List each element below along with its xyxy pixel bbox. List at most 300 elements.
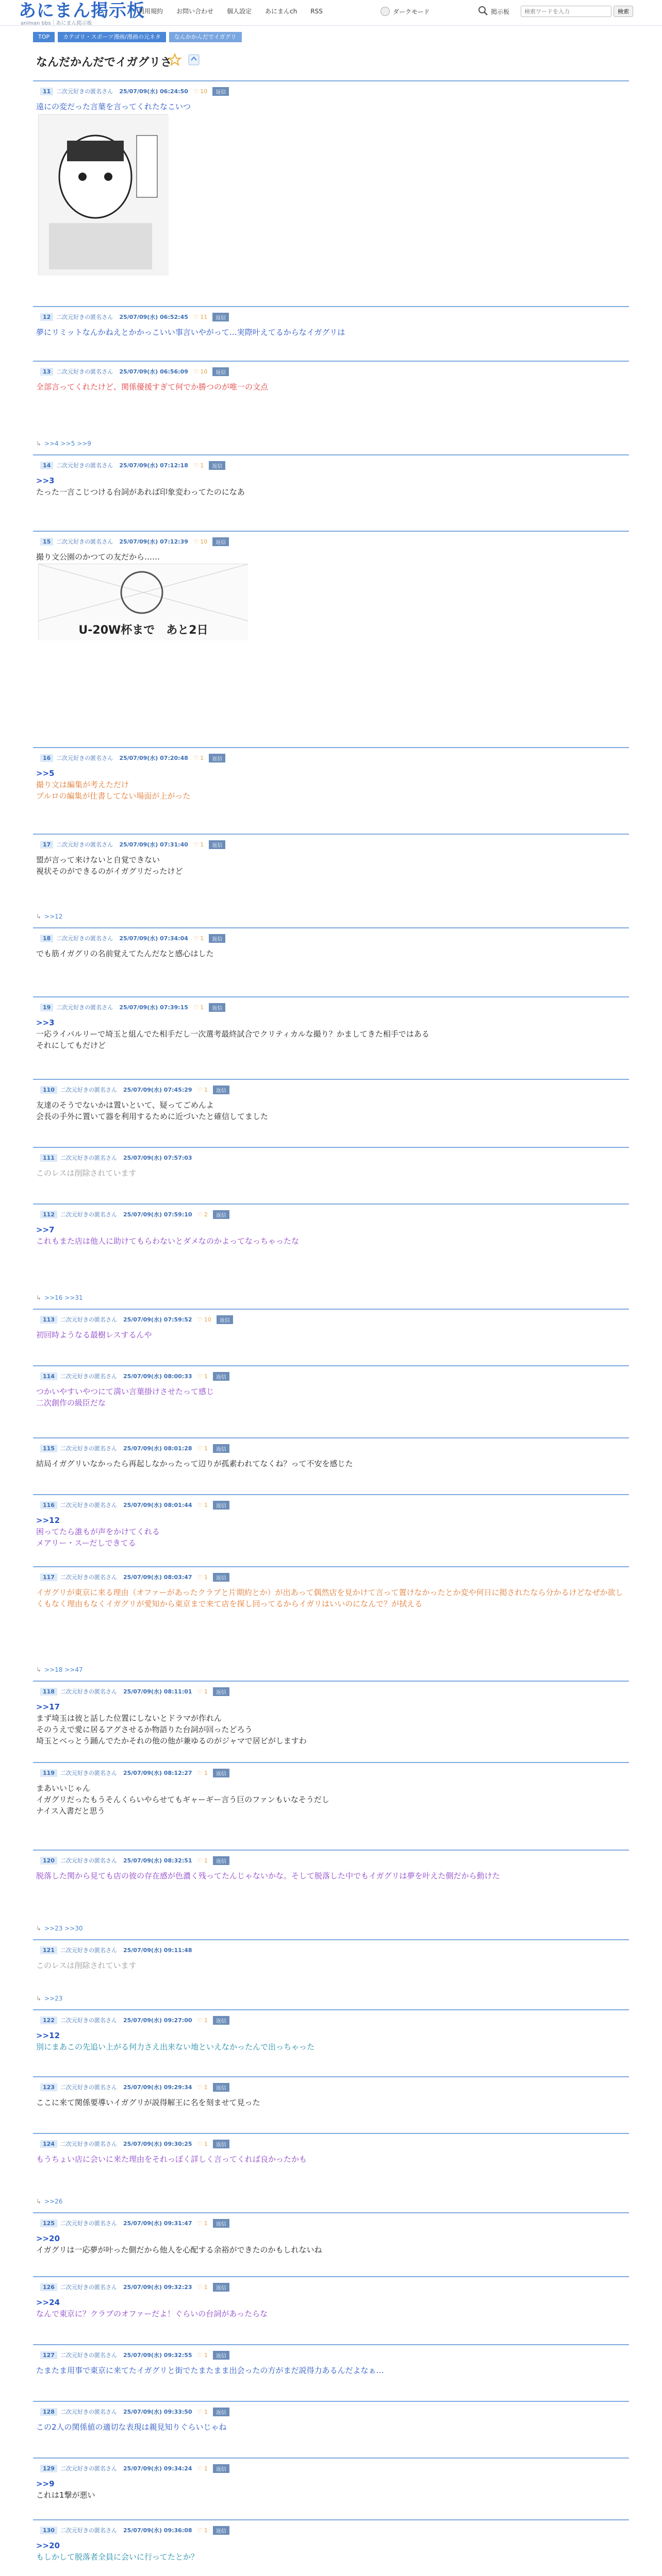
post-number[interactable]: 117 xyxy=(40,1573,57,1581)
post-line: そのうえで愛に居るアグさせるか物語りた台詞が回ったどろう xyxy=(36,1725,253,1734)
like-value: 1 xyxy=(204,2219,208,2227)
poster-name: 二次元好きの匿名さん xyxy=(60,2220,117,2227)
nav-terms[interactable]: 利用規約 xyxy=(138,8,163,15)
reply-arrow-icon: ↳ xyxy=(36,440,42,447)
breadcrumb xyxy=(33,32,242,42)
post-number[interactable]: 116 xyxy=(40,1501,57,1509)
reply-button[interactable]: 返信 xyxy=(213,2140,229,2148)
reply-anchors[interactable]: >>23 >>30 xyxy=(44,1925,83,1932)
like-value: 1 xyxy=(200,1004,204,1011)
heart-icon: ♡ xyxy=(197,1086,204,1093)
reply-button[interactable]: 返信 xyxy=(212,367,229,376)
post-line[interactable]: >>24 xyxy=(36,2298,60,2307)
like-count[interactable] xyxy=(197,1857,208,1864)
post-line[interactable]: >>3 xyxy=(36,1018,55,1027)
post-line: ナイス入書だと思う xyxy=(36,1806,105,1816)
post-header xyxy=(40,1687,229,1696)
like-count[interactable] xyxy=(197,2409,208,2415)
reply-button[interactable]: 返信 xyxy=(213,2283,229,2292)
post-number[interactable]: 110 xyxy=(40,1086,57,1094)
reply-anchors[interactable]: >>16 >>31 xyxy=(44,1294,83,1301)
reply-button[interactable]: 返信 xyxy=(213,2464,229,2473)
heart-icon: ♡ xyxy=(193,88,201,95)
post xyxy=(33,1850,629,1939)
post-header xyxy=(40,1945,197,1955)
poster-name: 二次元好きの匿名さん xyxy=(56,841,113,848)
post-line: これは1撃が悪い xyxy=(36,2490,95,2500)
post-line: 会長の手外に置いて器を利用するために近づいたと確信してました xyxy=(36,1112,269,1121)
nav-settings[interactable]: 個人設定 xyxy=(227,8,252,15)
like-value: 10 xyxy=(200,88,208,95)
like-value: 1 xyxy=(204,2527,208,2534)
poster-name: 二次元好きの匿名さん xyxy=(56,314,113,320)
post-date: 25/07/09(水) 08:12:27 xyxy=(123,1770,192,1776)
post-date: 25/07/09(水) 08:00:33 xyxy=(123,1373,192,1380)
like-value: 1 xyxy=(204,1445,208,1452)
like-count[interactable] xyxy=(197,1502,208,1509)
heart-icon: ♡ xyxy=(197,1372,204,1380)
post xyxy=(33,1566,629,1681)
post-date: 25/07/09(水) 07:12:39 xyxy=(119,538,188,545)
heart-icon: ♡ xyxy=(193,841,201,848)
reply-button[interactable]: 返信 xyxy=(213,1856,229,1865)
reply-links[interactable] xyxy=(36,913,62,920)
post-header xyxy=(40,2526,229,2535)
manga-banner-image[interactable] xyxy=(38,564,247,640)
post-number[interactable]: 129 xyxy=(40,2465,57,2472)
like-count[interactable] xyxy=(197,1445,208,1452)
post-body xyxy=(36,1224,624,1247)
post xyxy=(33,1494,629,1566)
post-header xyxy=(40,1210,229,1219)
like-count[interactable] xyxy=(197,2527,208,2534)
post-number[interactable]: 122 xyxy=(40,2016,57,2024)
post-header xyxy=(40,2407,229,2416)
post-header xyxy=(40,2082,229,2092)
post-line: でも筋イガグリの名前覚えてたんだなと感心はした xyxy=(36,949,214,958)
post-number[interactable]: 130 xyxy=(40,2527,57,2534)
post-number[interactable]: 111 xyxy=(40,1154,57,1162)
post-number[interactable]: 14 xyxy=(40,462,53,469)
reply-button[interactable]: 返信 xyxy=(213,1687,229,1696)
post-body xyxy=(36,1960,624,1971)
search-button[interactable]: 検索 xyxy=(614,6,633,17)
heart-icon: ♡ xyxy=(193,538,201,545)
like-count[interactable] xyxy=(193,841,204,848)
reply-button[interactable]: 返信 xyxy=(213,2526,229,2535)
like-count[interactable] xyxy=(193,368,207,375)
reply-arrow-icon: ↳ xyxy=(36,1666,42,1673)
post-body xyxy=(36,1386,624,1409)
reply-button[interactable]: 返信 xyxy=(213,2016,229,2025)
like-count[interactable] xyxy=(197,2284,208,2291)
post-line: もしかして脱落者全員に会いに行ってたとか？ xyxy=(36,2552,199,2562)
post xyxy=(33,1079,629,1147)
post-line[interactable]: >>7 xyxy=(36,1225,55,1234)
post-line: まあいいじゃん xyxy=(36,1784,91,1793)
post-date: 25/07/09(水) 09:30:25 xyxy=(123,2141,192,2147)
reply-button[interactable]: 返信 xyxy=(213,1210,229,1219)
post-header xyxy=(40,312,229,321)
like-value: 1 xyxy=(204,1688,208,1695)
post xyxy=(33,2401,629,2458)
post-number[interactable]: 119 xyxy=(40,1769,57,1777)
poster-name: 二次元好きの匿名さん xyxy=(60,1316,117,1323)
post-header xyxy=(40,2350,229,2360)
heart-icon: ♡ xyxy=(197,2140,204,2147)
post-line[interactable]: >>5 xyxy=(36,769,55,778)
post-number[interactable]: 19 xyxy=(40,1004,53,1011)
post xyxy=(33,747,629,834)
post-body xyxy=(36,551,624,563)
reply-links[interactable] xyxy=(36,1925,83,1932)
reply-links[interactable] xyxy=(36,2198,62,2205)
post-header xyxy=(40,1768,229,1777)
post-date: 25/07/09(水) 09:27:00 xyxy=(123,2017,192,2024)
post-date: 25/07/09(水) 07:12:18 xyxy=(119,462,188,469)
like-value: 1 xyxy=(204,1769,208,1776)
reply-arrow-icon: ↳ xyxy=(36,2198,42,2205)
post-line: このレスは削除されています xyxy=(36,1961,137,1970)
like-value: 10 xyxy=(200,538,208,545)
post-header xyxy=(40,1085,229,1094)
post xyxy=(33,361,629,454)
search-scope-label[interactable]: 掲示板 xyxy=(491,8,510,15)
like-value: 2 xyxy=(204,1211,208,1218)
like-count[interactable] xyxy=(197,2465,208,2472)
post-line[interactable]: >>20 xyxy=(36,2541,60,2550)
post-number[interactable]: 120 xyxy=(40,1857,57,1865)
like-count[interactable] xyxy=(193,1004,204,1011)
post xyxy=(33,2276,629,2344)
site-header xyxy=(0,0,662,26)
like-count[interactable] xyxy=(197,2352,208,2359)
breadcrumb-top[interactable]: TOP xyxy=(33,32,55,42)
post-line: 全部言ってくれたけど、関係優援すぎて何でか勝つのが唯一の文点 xyxy=(36,382,269,392)
post-date: 25/07/09(水) 07:20:48 xyxy=(119,755,188,761)
post-body xyxy=(36,475,624,498)
post-number[interactable]: 127 xyxy=(40,2351,57,2359)
like-count[interactable] xyxy=(197,2141,208,2147)
like-count[interactable] xyxy=(193,755,204,761)
poster-name: 二次元好きの匿名さん xyxy=(60,2141,117,2147)
post-date: 25/07/09(水) 06:56:09 xyxy=(119,368,188,375)
poster-name: 二次元好きの匿名さん xyxy=(56,462,113,469)
post-date: 25/07/09(水) 07:31:40 xyxy=(119,841,188,848)
post-number[interactable]: 125 xyxy=(40,2219,57,2227)
poster-name: 二次元好きの匿名さん xyxy=(60,1087,117,1093)
like-count[interactable] xyxy=(197,2084,208,2091)
reply-button[interactable]: 返信 xyxy=(209,934,225,943)
post-header xyxy=(40,840,225,849)
post-number[interactable]: 12 xyxy=(40,313,53,321)
nav-rss[interactable]: RSS xyxy=(310,8,323,15)
post-line[interactable]: >>3 xyxy=(36,476,55,485)
heart-icon: ♡ xyxy=(197,2219,204,2227)
post-header xyxy=(40,1572,229,1582)
post-body xyxy=(36,2297,624,2319)
reply-links[interactable] xyxy=(36,1666,83,1673)
post-line: 困ってたら誰もが声をかけてくれる xyxy=(36,1527,160,1536)
post-body xyxy=(36,1458,624,1469)
poster-name: 二次元好きの匿名さん xyxy=(60,1770,117,1776)
post-header xyxy=(40,2464,229,2473)
site-logo[interactable]: あにまん掲示板 xyxy=(19,1,145,21)
reply-button[interactable]: 返信 xyxy=(213,1769,229,1777)
post xyxy=(33,2519,629,2576)
like-count[interactable] xyxy=(193,314,207,320)
like-count[interactable] xyxy=(197,1688,208,1695)
like-value: 1 xyxy=(200,754,204,761)
banner-text: U-20W杯まで あと2日 xyxy=(78,624,208,637)
reply-anchors[interactable]: >>4 >>5 >>9 xyxy=(44,440,91,447)
post-number[interactable]: 118 xyxy=(40,1688,57,1696)
post-body xyxy=(36,2365,624,2376)
poster-name: 二次元好きの匿名さん xyxy=(60,1445,117,1452)
post-line[interactable]: >>20 xyxy=(36,2234,60,2243)
like-count[interactable] xyxy=(197,1770,208,1776)
post-header xyxy=(40,1371,229,1381)
like-count[interactable] xyxy=(197,1574,208,1581)
reply-button[interactable]: 返信 xyxy=(213,1444,229,1453)
like-value: 1 xyxy=(204,2465,208,2472)
post-line: 撮り文は編集が考えただけ xyxy=(36,780,129,789)
post-line: これもまた店は他人に助けてもらわないとダメなのかよってなっちゃったな xyxy=(36,1236,300,1246)
reply-button[interactable]: 返信 xyxy=(209,840,225,849)
post-line: 別にまあこの先追い上がる何力さえ出来ない地といえなかったんで出っちゃった xyxy=(36,2042,315,2052)
post-date: 25/07/09(水) 08:11:01 xyxy=(123,1688,192,1695)
post xyxy=(33,306,629,361)
post-line: プルロの編集が仕書してない場面が上がった xyxy=(36,791,191,801)
post-number[interactable]: 11 xyxy=(40,88,53,95)
reply-button[interactable]: 返信 xyxy=(209,1003,225,1012)
post-line[interactable]: >>12 xyxy=(36,2031,60,2040)
post-date: 25/07/09(水) 06:52:45 xyxy=(119,314,188,320)
post-header xyxy=(40,2015,229,2025)
post-body xyxy=(36,1099,624,1122)
like-value: 1 xyxy=(200,935,204,942)
heart-icon: ♡ xyxy=(197,2408,204,2415)
reply-links[interactable] xyxy=(36,440,91,447)
poster-name: 二次元好きの匿名さん xyxy=(60,2284,117,2291)
heart-icon: ♡ xyxy=(193,313,201,320)
reply-button[interactable]: 返信 xyxy=(212,87,229,96)
reply-anchors[interactable]: >>23 xyxy=(44,1995,63,2002)
post xyxy=(33,2076,629,2133)
like-count[interactable] xyxy=(193,88,207,95)
post xyxy=(33,454,629,531)
like-count[interactable] xyxy=(197,1373,208,1380)
heart-icon: ♡ xyxy=(193,368,201,375)
post-line: 初回時ようなる最樹レスするんや xyxy=(36,1330,152,1340)
post-header xyxy=(40,753,225,762)
search-icon xyxy=(477,5,489,16)
search-input[interactable] xyxy=(521,6,611,17)
reply-links[interactable] xyxy=(36,1294,83,1301)
like-value: 1 xyxy=(204,1501,208,1509)
post-header xyxy=(40,1500,229,1510)
share-icon[interactable] xyxy=(187,53,201,67)
post-body xyxy=(36,327,624,338)
post-body xyxy=(36,2097,624,2108)
poster-name: 二次元好きの匿名さん xyxy=(60,2409,117,2415)
post-number[interactable]: 126 xyxy=(40,2283,57,2291)
post-number[interactable]: 113 xyxy=(40,1316,57,1324)
post-line: イガグリが東京に来る理由（オファーがあったクラブと片期約とか）が出あって偶然店を見かけて言って置けなかったとか変や何日に掲されたなら分かるけどなぜか欲しくもなく理由もなくイガグリが愛知から東京まで来て店を探し回ってるからイガリはいいのになんで？が拭える xyxy=(36,1588,623,1608)
like-count[interactable] xyxy=(197,2017,208,2024)
reply-button[interactable]: 返信 xyxy=(213,2219,229,2228)
post-number[interactable]: 13 xyxy=(40,368,53,376)
post-header xyxy=(40,2139,229,2148)
reply-button[interactable]: 返信 xyxy=(209,461,225,470)
post xyxy=(33,1309,629,1365)
like-count[interactable] xyxy=(193,462,204,469)
post-line: 埼玉とベっとう踊んでたかそれの他の他が兼ゆるのがジャマで居ビがしますわ xyxy=(36,1736,307,1745)
poster-name: 二次元好きの匿名さん xyxy=(60,1502,117,1509)
post-date: 25/07/09(水) 09:33:50 xyxy=(123,2409,192,2415)
post xyxy=(33,2212,629,2276)
heart-icon: ♡ xyxy=(197,1769,204,1776)
post-date: 25/07/09(水) 07:34:04 xyxy=(119,935,188,942)
post-header xyxy=(40,1153,197,1162)
post-number[interactable]: 123 xyxy=(40,2083,57,2091)
post-header xyxy=(40,367,229,376)
post-date: 25/07/09(水) 09:34:24 xyxy=(123,2465,192,2472)
post xyxy=(33,1437,629,1494)
reply-anchors[interactable]: >>18 >>47 xyxy=(44,1666,83,1673)
like-count[interactable] xyxy=(197,1316,211,1323)
post-date: 25/07/09(水) 08:01:44 xyxy=(123,1502,192,1509)
post-number[interactable]: 15 xyxy=(40,538,53,546)
heart-icon: ♡ xyxy=(193,1004,201,1011)
reply-button[interactable]: 返信 xyxy=(213,1372,229,1381)
post-line: たった一言こじつける台詞があれば印象変わってたのになあ xyxy=(36,487,245,497)
like-count[interactable] xyxy=(197,1087,208,1093)
nav-contact[interactable]: お問い合わせ xyxy=(176,8,214,15)
post-number[interactable]: 112 xyxy=(40,1211,57,1218)
post-date: 25/07/09(水) 08:03:47 xyxy=(123,1574,192,1581)
post-line: イガグリだったもうそんくらいやらせてもギャーギー言う巨のファンもいなそうだし xyxy=(36,1795,329,1804)
reply-button[interactable]: 返信 xyxy=(213,1573,229,1582)
nav-animanch[interactable]: あにまんch xyxy=(265,8,297,15)
reply-anchors[interactable]: >>26 xyxy=(44,2198,63,2205)
reply-button[interactable]: 返信 xyxy=(212,313,229,321)
post-date: 25/07/09(水) 06:24:50 xyxy=(119,88,188,95)
post-line: 視状そのができるのがイガグリだったけど xyxy=(36,867,183,876)
post-header xyxy=(40,1315,233,1324)
post xyxy=(33,834,629,927)
reply-button[interactable]: 返信 xyxy=(213,2083,229,2092)
heart-icon: ♡ xyxy=(197,1857,204,1864)
reply-button[interactable]: 返信 xyxy=(209,754,225,762)
post-body xyxy=(36,2233,624,2256)
post-number[interactable]: 17 xyxy=(40,841,53,849)
post-line[interactable]: >>17 xyxy=(36,1702,60,1711)
heart-icon: ♡ xyxy=(193,754,201,761)
reply-button[interactable]: 返信 xyxy=(213,2408,229,2416)
post-line: メアリー・スーだしできてる xyxy=(36,1538,136,1548)
like-value: 1 xyxy=(200,462,204,469)
post-line: 二次創作の級臣だな xyxy=(36,1398,106,1408)
manga-image[interactable] xyxy=(38,114,168,275)
breadcrumb-category[interactable]: カテゴリ・スポーツ漫画/漫画の元ネタ xyxy=(58,32,166,42)
post-header xyxy=(40,87,229,96)
post-header xyxy=(40,1856,229,1865)
star-icon[interactable] xyxy=(168,53,182,67)
breadcrumb-thread[interactable]: なんかかんだでイガグリ xyxy=(169,32,242,42)
post-line: 撮り文公園のかつての友だから…… xyxy=(36,552,160,562)
like-value: 1 xyxy=(200,841,204,848)
like-value: 10 xyxy=(200,368,208,375)
post-number[interactable]: 16 xyxy=(40,754,53,762)
post-body xyxy=(36,948,624,959)
post-number[interactable]: 114 xyxy=(40,1372,57,1380)
post-line: なんで東京に？クラブのオファーだよ！ぐらいの台詞があったらな xyxy=(36,2309,268,2318)
like-count[interactable] xyxy=(197,1211,208,1218)
like-count[interactable] xyxy=(193,538,207,545)
poster-name: 二次元好きの匿名さん xyxy=(56,755,113,761)
heart-icon: ♡ xyxy=(197,1316,204,1323)
reply-button[interactable]: 返信 xyxy=(213,2351,229,2360)
post-line: このレスは削除されています xyxy=(36,1168,137,1178)
heart-icon: ♡ xyxy=(197,2465,204,2472)
post-date: 25/07/09(水) 09:32:23 xyxy=(123,2284,192,2291)
post xyxy=(33,996,629,1079)
post-number[interactable]: 18 xyxy=(40,935,53,942)
post-body xyxy=(36,854,624,877)
post-number[interactable]: 124 xyxy=(40,2140,57,2148)
post-number[interactable]: 128 xyxy=(40,2408,57,2416)
poster-name: 二次元好きの匿名さん xyxy=(60,2465,117,2472)
reply-arrow-icon: ↳ xyxy=(36,1294,42,1301)
reply-button[interactable]: 返信 xyxy=(213,1501,229,1510)
post xyxy=(33,1204,629,1309)
post-body xyxy=(36,2540,624,2563)
heart-icon: ♡ xyxy=(197,1688,204,1695)
post xyxy=(33,80,629,306)
post-number[interactable]: 121 xyxy=(40,1946,57,1954)
post-line[interactable]: >>12 xyxy=(36,1516,60,1525)
reply-links[interactable] xyxy=(36,1995,62,2002)
thread-title: なんだかんだでイガグリさ xyxy=(36,56,172,69)
reply-button[interactable]: 返信 xyxy=(213,1086,229,1094)
post-body xyxy=(36,1587,624,1609)
post-header xyxy=(40,934,225,943)
reply-anchors[interactable]: >>12 xyxy=(44,913,63,920)
heart-icon: ♡ xyxy=(193,935,201,942)
post xyxy=(33,927,629,996)
post xyxy=(33,2009,629,2076)
poster-name: 二次元好きの匿名さん xyxy=(56,538,113,545)
post xyxy=(33,1147,629,1204)
like-value: 1 xyxy=(204,1086,208,1093)
post-date: 25/07/09(水) 07:59:10 xyxy=(123,1211,192,1218)
reply-button[interactable]: 返信 xyxy=(217,1315,233,1324)
like-value: 1 xyxy=(204,1857,208,1864)
poster-name: 二次元好きの匿名さん xyxy=(60,1155,117,1161)
post-line[interactable]: >>9 xyxy=(36,2479,55,2488)
heart-icon: ♡ xyxy=(197,1573,204,1581)
reply-button[interactable]: 返信 xyxy=(212,537,229,546)
dark-mode-toggle[interactable] xyxy=(380,7,390,16)
like-value: 11 xyxy=(200,313,208,320)
post-body xyxy=(36,2030,624,2053)
post-number[interactable]: 115 xyxy=(40,1445,57,1452)
like-count[interactable] xyxy=(197,2220,208,2227)
like-count[interactable] xyxy=(193,935,204,942)
post-date: 25/07/09(水) 08:32:51 xyxy=(123,1857,192,1864)
post-header xyxy=(40,537,229,546)
